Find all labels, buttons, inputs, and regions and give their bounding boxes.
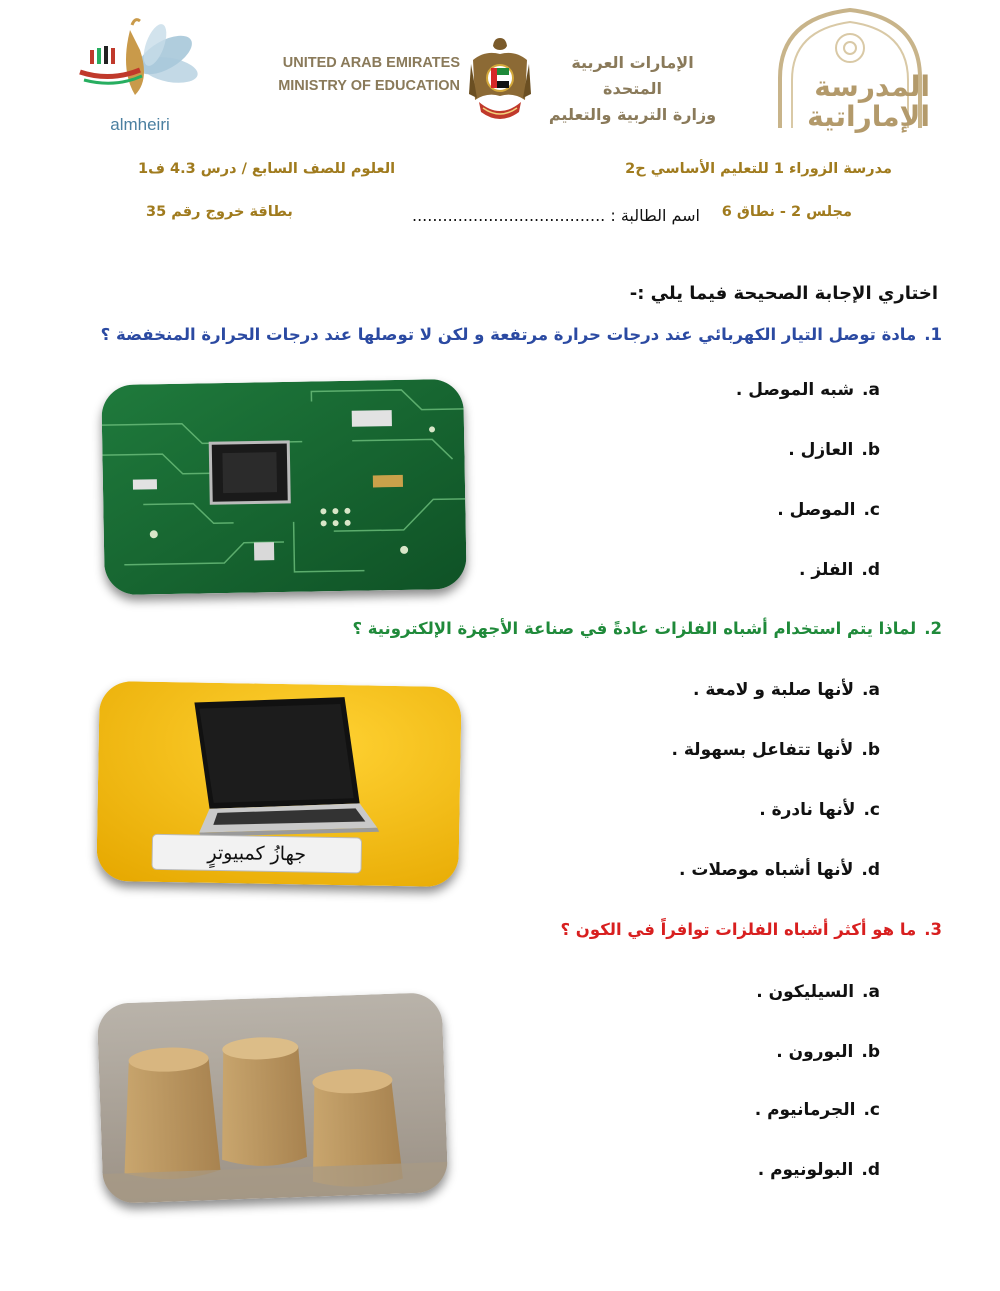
circuit-board-image (101, 379, 467, 595)
q3-option-b[interactable] (776, 1042, 880, 1062)
q2-option-b-text: لأنها تتفاعل بسهولة . (671, 740, 854, 760)
sand-castle-image (97, 992, 449, 1204)
q2-option-c-letter: c. (863, 800, 880, 820)
question-1-text: مادة توصل التيار الكهربائي عند درجات حرارة مرتفعة و لكن لا توصلها عند درجات الحرارة المنخفضة ؟ (100, 325, 917, 344)
laptop-caption: جهازُ كمبيوترٍ (151, 834, 362, 874)
q2-option-d-letter: d. (861, 860, 880, 880)
q1-option-b[interactable] (788, 440, 880, 460)
q2-option-b[interactable] (672, 740, 881, 760)
emirati-school-logo (760, 8, 940, 138)
laptop-image (96, 681, 461, 887)
q1-option-d[interactable] (799, 560, 880, 580)
q3-option-a-text: السيليكون . (756, 982, 855, 1002)
q2-option-a[interactable] (693, 680, 880, 700)
q2-option-d[interactable] (679, 860, 880, 880)
q1-option-b-letter: b. (861, 440, 880, 460)
q3-option-d-text: البولونيوم . (757, 1160, 854, 1180)
school-name: مدرسة الزوراء 1 للتعليم الأساسي ح2 (625, 161, 892, 177)
sand-castle-icon (97, 992, 449, 1204)
q1-option-c-letter: c. (863, 500, 880, 520)
uae-emblem (465, 30, 535, 130)
q1-option-a[interactable] (736, 380, 880, 400)
q3-option-d[interactable] (758, 1160, 880, 1180)
q2-option-b-letter: b. (861, 740, 880, 760)
q2-option-d-text: لأنها أشباه موصلات . (678, 860, 854, 880)
q3-option-a[interactable] (756, 982, 880, 1002)
ministry-arabic-title (540, 50, 725, 128)
subject-lesson: العلوم للصف السابع / درس 4.3 ف1 (138, 161, 396, 177)
almheiri-logo (70, 10, 210, 135)
q1-option-c[interactable] (777, 500, 880, 520)
question-1-number: 1. (924, 325, 942, 344)
q3-option-d-letter: d. (861, 1160, 880, 1180)
almheiri-brand-text: almheiri (110, 115, 170, 134)
council-zone: مجلس 2 - نطاق 6 (721, 204, 852, 220)
q1-option-d-letter: d. (861, 560, 880, 580)
q3-option-b-letter: b. (861, 1042, 880, 1062)
q3-option-c-letter: c. (863, 1100, 880, 1120)
question-1 (101, 325, 942, 344)
q1-option-d-text: الفلز . (799, 560, 854, 580)
circuit-board-icon (101, 379, 467, 595)
ministry-english-title (265, 52, 460, 98)
q3-option-c-text: الجرمانيوم . (754, 1100, 856, 1120)
ministry-ar-line2: وزارة التربية والتعليم (548, 105, 717, 124)
question-2-text: لماذا يتم استخدام أشباه الفلزات عادةً في صناعة الأجهزة الإلكترونية ؟ (352, 619, 917, 638)
question-2 (352, 619, 942, 638)
question-3-text: ما هو أكثر أشباه الفلزات توافراً في الكون ؟ (560, 920, 917, 939)
question-2-number: 2. (924, 619, 942, 638)
almheiri-flower-icon (70, 10, 210, 110)
q1-option-b-text: العازل . (788, 440, 854, 460)
ministry-en-line2: MINISTRY OF EDUCATION (278, 78, 460, 94)
q2-option-a-letter: a. (862, 680, 880, 700)
ministry-en-line1: UNITED ARAB EMIRATES (282, 55, 460, 71)
instruction-heading: اختاري الإجابة الصحيحة فيما يلي :- (629, 283, 938, 304)
q2-option-c-text: لأنها نادرة . (759, 800, 856, 820)
question-3 (560, 920, 942, 939)
falcon-emblem-icon (465, 30, 535, 130)
ministry-ar-line1: الإمارات العربية المتحدة (571, 53, 694, 98)
student-name-field[interactable]: اسم الطالبة : ...................................... (411, 206, 700, 225)
q1-option-c-text: الموصل . (777, 500, 856, 520)
q3-option-a-letter: a. (862, 982, 880, 1002)
exit-card-number: بطاقة خروج رقم 35 (146, 204, 293, 220)
school-logo-line1: المدرسة (814, 70, 930, 103)
q3-option-c[interactable] (755, 1100, 880, 1120)
q1-option-a-text: شبه الموصل . (735, 380, 855, 400)
q1-option-a-letter: a. (862, 380, 880, 400)
q2-option-c[interactable] (759, 800, 880, 820)
question-3-number: 3. (924, 920, 942, 939)
q3-option-b-text: البورون . (776, 1042, 854, 1062)
q2-option-a-text: لأنها صلبة و لامعة . (692, 680, 855, 700)
school-logo-line2: الإماراتية (807, 100, 930, 133)
